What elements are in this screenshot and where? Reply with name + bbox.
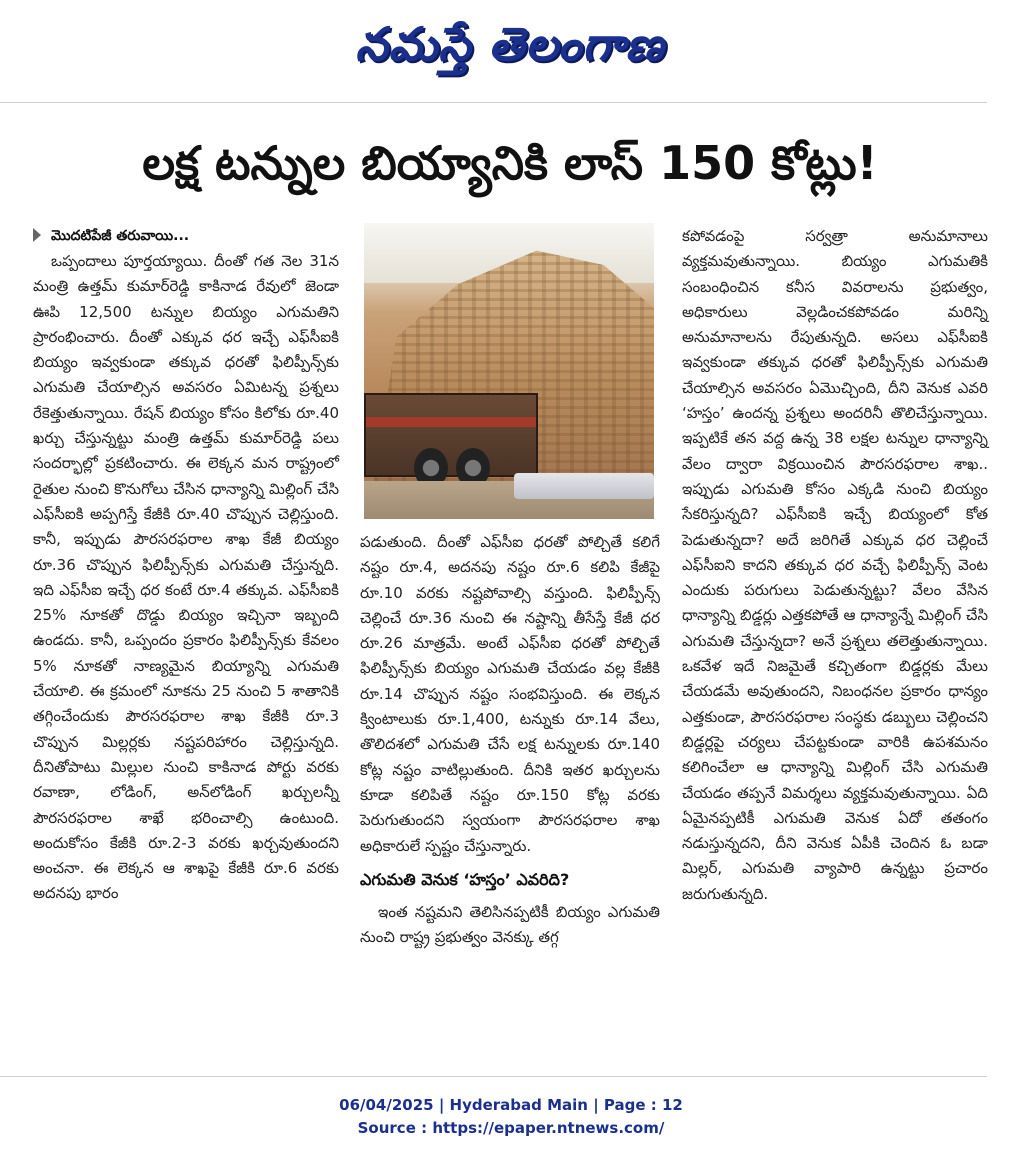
chevron-right-icon — [33, 228, 41, 242]
headline: లక్ష టన్నుల బియ్యానికి లాస్ 150 కోట్లు! — [142, 136, 878, 190]
continuation-text: మొదటిపేజీ తరువాయి... — [51, 228, 190, 244]
subheading: ఎగుమతి వెనుక ‘హస్తం’ ఎవరిది? — [360, 869, 570, 889]
article-column-2 — [360, 530, 660, 951]
footer-divider — [0, 1076, 987, 1077]
article-column-3 — [682, 224, 988, 907]
footer-edition-info: 06/04/2025 | Hyderabad Main | Page : 12 — [339, 1096, 683, 1114]
masthead — [0, 0, 1022, 100]
paragraph: పడుతుంది. దీంతో ఎఫ్‌సీఐ ధరతో పోల్చితే కలిగే నష్టం రూ.4, అదనపు నష్టం రూ.6 కలిపి కేజీపై రూ.10 వరకు నష్టపోవాల్సి వస్తుంది. ఫిలిప్పీన్స్ చెల్లించే రూ.36 నుంచి ఈ నష్టాన్ని తీసేస్తే కేజీ ధర రూ.26 మాత్రమే. అంటే ఎఫ్‌సీఐ ధరతో పోల్చితే ఫిలిప్పీన్స్‌కు బియ్యం ఎగుమతి చేయడం వల్ల కేజీకి రూ.14 చొప్పున నష్టం సంభవిస్తుంది. ఈ లెక్కన క్వింటాలుకు రూ.1,400, టన్నుకు రూ.14 వేలు, తొలిదశలో ఎగుమతి చేసే లక్ష టన్నులకు రూ.140 కోట్ల నష్టం వాటిల్లుతుంది. దీనికి ఇతర ఖర్చులను కూడా కలిపితే నష్టం రూ.150 కోట్ల వరకు పెరుగుతుందని స్వయంగా పౌరసరఫరాల శాఖ అధికారులే స్పష్టం చేస్తున్నారు. — [360, 533, 660, 855]
paragraph: ఇంత నష్టమని తెలిసినప్పటికీ బియ్యం ఎగుమతి నుంచి రాష్ట్ర ప్రభుత్వం వెనక్కు తగ్గ — [360, 903, 660, 947]
paragraph: ఒప్పందాలు పూర్తయ్యాయి. దీంతో గత నెల 31న మంత్రి ఉత్తమ్ కుమార్‌రెడ్డి కాకినాడ రేవులో జెండా ఊపి 12,500 టన్నుల బియ్యం ఎగుమతిని ప్రారంభించారు. దీంతో ఎక్కువ ధర ఇచ్చే ఎఫ్‌సీఐకి బియ్యం ఇవ్వకుండా తక్కువ ధరతో ఫిలిప్పీన్స్‌కు ఎగుమతి చేయాల్సిన అవసరం ఏమిటన్న ప్రశ్నలు రేకెత్తుతున్నాయి. రేషన్ బియ్యం కోసం కిలోకు రూ.40 ఖర్చు చేస్తున్నట్టు మంత్రి ఉత్తమ్ కుమార్‌రెడ్డి పలు సందర్భాల్లో ప్రకటించారు. ఈ లెక్కన మన రాష్ట్రంలో రైతుల నుంచి కొనుగోలు చేసిన ధాన్యాన్ని మిల్లింగ్ చేసి ఎఫ్‌సీఐకి అప్పగిస్తే కేజీకి రూ.40 చొప్పున చెల్లిస్తుంది. కానీ, ఇప్పుడు పౌరసరఫరాల శాఖ కేజీ బియ్యం రూ.36 చొప్పున ఫిలిప్పీన్స్‌కు ఎగుమతి చేస్తున్నది. ఇది ఎఫ్‌సీఐ ఇచ్చే ధర కంటే రూ.4 తక్కువ. ఎఫ్‌సీఐకి 25% నూకతో దొడ్డు బియ్యం ఇచ్చినా ఇబ్బంది ఉండదు. కానీ, ఒప్పందం ప్రకారం ఫిలిప్పీన్స్‌కు కేవలం 5% నూకతో నాణ్యమైన బియ్యాన్ని ఎగుమతి చేయాలి. ఈ క్రమంలో నూకను 25 నుంచి 5 శాతానికి తగ్గించేందుకు పౌరసరఫరాల శాఖ కేజీకి రూ.3 చొప్పున మిల్లర్లకు నష్టపరిహారం చెల్లిస్తున్నది. దీనితోపాటు మిల్లుల నుంచి కాకినాడ పోర్టు వరకు రవాణా, లోడింగ్, అన్‌లోడింగ్ ఖర్చులన్నీ పౌరసరఫరాల శాఖే భరించాల్సి ఉంటుంది. అందుకోసం కేజీకి రూ.2-3 వరకు ఖర్చవుతుందని అంచనా. ఈ లెక్కన ఆ శాఖపై కేజీకి రూ.6 వరకు అదనపు భారం — [33, 252, 339, 903]
photo-tarp — [514, 473, 654, 499]
newspaper-logo: నమస్తే తెలంగాణ — [355, 17, 665, 71]
masthead-divider — [0, 102, 987, 103]
footer-source-link[interactable]: Source : https://epaper.ntnews.com/ — [357, 1119, 665, 1137]
article-photo-rice-stacks — [364, 223, 654, 519]
continuation-label — [33, 224, 339, 249]
paragraph: కపోవడంపై సర్వత్రా అనుమానాలు వ్యక్తమవుతున్నాయి. బియ్యం ఎగుమతికి సంబంధించిన కనీస వివరాలను ప్రభుత్వం, అధికారులు వెల్లడించకపోవడం మరిన్ని అనుమానాలను రేపుతున్నది. అసలు ఎఫ్‌సీఐకి ఇవ్వకుండా తక్కువ ధరతో ఫిలిప్పీన్స్‌కు ఎగుమతి చేయాల్సిన అవసరం ఏమొచ్చింది, దీని వెనుక ఎవరి ‘హస్తం’ ఉందన్న ప్రశ్నలు అందరినీ తొలిచేస్తున్నాయి. ఇప్పటికే తన వద్ద ఉన్న 38 లక్షల టన్నుల ధాన్యాన్ని వేలం ద్వారా విక్రయించిన పౌరసరఫరాల శాఖ.. ఇప్పుడు ఎగుమతి కోసం ఎక్కడి నుంచి బియ్యం సేకరిస్తున్నది? ఎఫ్‌సీఐకి ఇచ్చే బియ్యంలో కోత పెడుతున్నదా? అదే జరిగితే ఎక్కువ ధర చెల్లించే ఎఫ్‌సీఐని కాదని తక్కువ ధర వచ్చే ఫిలిప్పీన్స్ వెంట ఎందుకు పరుగులు పెడుతున్నట్టు? వేలం వేసిన ధాన్యాన్ని బిడ్డర్లు ఎత్తకపోతే ఆ ధాన్యాన్నే మిల్లింగ్ చేసి ఎగుమతి చేస్తున్నదా? అనే ప్రశ్నలు తలెత్తుతున్నాయి. ఒకవేళ ఇదే నిజమైతే కచ్చితంగా బిడ్డర్లకు మేలు చేయడమే అవుతుందని, నిబంధనల ప్రకారం ధాన్యం ఎత్తకుండా, పౌరసరఫరాల సంస్థకు డబ్బులు చెల్లించని బిడ్డర్లపై చర్యలు చేపట్టకుండా వారికి ఉపశమనం కలిగించేలా ఆ ధాన్యాన్ని మిల్లింగ్ చేసి ఎగుమతి చేయడం తప్పనే విమర్శలు వ్యక్తమవుతున్నాయి. ఏది ఏమైనప్పటికీ ఎగుమతి వెనుక ఏదో తతంగం నడుస్తున్నదని, దీని వెనుక ఏపీకి చెందిన ఓ బడా మిల్లర్, ఎగుమతి వ్యాపారి ఉన్నట్టు ప్రచారం జరుగుతున్నది. — [682, 227, 988, 903]
truck-stripe — [366, 417, 536, 427]
photo-truck — [364, 393, 538, 477]
article-column-1 — [33, 224, 339, 907]
